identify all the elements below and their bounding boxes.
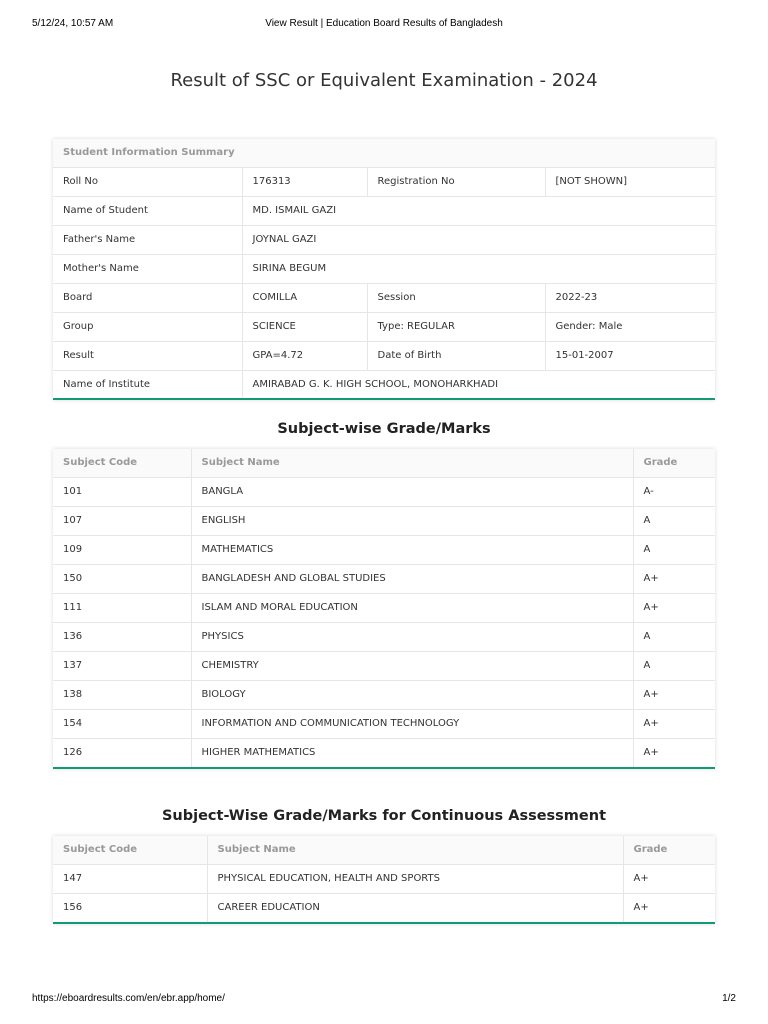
roll-value: 176313 (242, 167, 367, 196)
print-header (32, 18, 736, 32)
subject-name: MATHEMATICS (191, 535, 633, 564)
subject-code: 109 (53, 535, 191, 564)
table-row (53, 651, 715, 680)
subject-name: BANGLA (191, 477, 633, 506)
summary-row-father (53, 225, 715, 254)
group-label: Group (53, 312, 242, 341)
subject-grade: A+ (633, 902, 649, 914)
subject-grade: A+ (633, 680, 715, 709)
subject-name: PHYSICS (191, 622, 633, 651)
roll-label: Roll No (53, 167, 242, 196)
name-value: MD. ISMAIL GAZI (242, 196, 715, 225)
board-label: Board (53, 283, 242, 312)
table-row (53, 680, 715, 709)
summary-row-institute (53, 370, 715, 398)
continuous-card (53, 836, 715, 924)
subject-grade: A+ (633, 593, 715, 622)
student-info-card (53, 139, 715, 400)
subject-code: 150 (53, 564, 191, 593)
table-row (53, 506, 715, 535)
summary-row-result (53, 341, 715, 370)
subjects-col-name: Subject Name (191, 449, 633, 477)
student-info-table (53, 139, 715, 398)
subject-grade: A (633, 506, 715, 535)
group-value: SCIENCE (242, 312, 367, 341)
subject-code: 126 (53, 738, 191, 767)
subject-name: BIOLOGY (191, 680, 633, 709)
subject-name: ENGLISH (191, 506, 633, 535)
subject-code: 136 (53, 622, 191, 651)
table-row (53, 535, 715, 564)
subject-code: 154 (53, 709, 191, 738)
page-number: 1/2 (722, 993, 736, 1004)
continuous-col-name: Subject Name (207, 836, 623, 864)
registration-value: [NOT SHOWN] (545, 167, 715, 196)
table-row (53, 893, 715, 922)
print-url: https://eboardresults.com/en/ebr.app/home/ (32, 993, 225, 1004)
subject-code: 111 (53, 593, 191, 622)
session-value: 2022-23 (545, 283, 715, 312)
subjects-header-row (53, 449, 715, 477)
board-value: COMILLA (242, 283, 367, 312)
subjects-section-title: Subject-wise Grade/Marks (277, 421, 491, 437)
summary-row-group (53, 312, 715, 341)
subject-grade: A (633, 622, 715, 651)
session-label: Session (367, 283, 545, 312)
subject-grade: A (633, 651, 715, 680)
dob-value: 15-01-2007 (545, 341, 715, 370)
result-label: Result (53, 341, 242, 370)
subjects-col-code: Subject Code (53, 449, 191, 477)
summary-row-name (53, 196, 715, 225)
subject-name: INFORMATION AND COMMUNICATION TECHNOLOGY (191, 709, 633, 738)
subject-name: CAREER EDUCATION (207, 893, 623, 922)
continuous-col-grade: Grade (623, 836, 715, 864)
continuous-header-row (53, 836, 715, 864)
print-footer (32, 993, 736, 1007)
table-row (53, 709, 715, 738)
gender-value: Gender: Male (545, 312, 715, 341)
subject-name: HIGHER MATHEMATICS (191, 738, 633, 767)
table-row (53, 564, 715, 593)
name-label: Name of Student (53, 196, 242, 225)
page-title: Result of SSC or Equivalent Examination - 2024 (170, 70, 598, 91)
print-datetime: 5/12/24, 10:57 AM (32, 18, 114, 29)
subject-name: BANGLADESH AND GLOBAL STUDIES (191, 564, 633, 593)
subjects-col-grade: Grade (633, 449, 715, 477)
summary-row-board (53, 283, 715, 312)
father-label: Father's Name (53, 225, 242, 254)
subjects-table (53, 449, 715, 767)
mother-value: SIRINA BEGUM (242, 254, 715, 283)
subject-grade: A+ (633, 564, 715, 593)
table-row (53, 593, 715, 622)
subject-grade: A (633, 535, 715, 564)
subject-name: ISLAM AND MORAL EDUCATION (191, 593, 633, 622)
summary-row-mother (53, 254, 715, 283)
subject-grade: A+ (633, 709, 715, 738)
subject-name: PHYSICAL EDUCATION, HEALTH AND SPORTS (207, 864, 623, 893)
type-value: Type: REGULAR (367, 312, 545, 341)
subject-code: 147 (53, 864, 207, 893)
subjects-card (53, 449, 715, 769)
table-row (53, 738, 715, 767)
subject-code: 137 (53, 651, 191, 680)
table-row (53, 622, 715, 651)
registration-label: Registration No (367, 167, 545, 196)
subject-name: CHEMISTRY (191, 651, 633, 680)
subject-code: 138 (53, 680, 191, 709)
subject-grade: A+ (623, 864, 715, 893)
subject-grade: A+ (643, 747, 659, 759)
result-value: GPA=4.72 (242, 341, 367, 370)
table-row (53, 477, 715, 506)
mother-label: Mother's Name (53, 254, 242, 283)
subject-code: 156 (53, 893, 207, 922)
summary-row-roll (53, 167, 715, 196)
institute-label: Name of Institute (53, 370, 242, 398)
subject-code: 101 (53, 477, 191, 506)
continuous-col-code: Subject Code (53, 836, 207, 864)
summary-header-row (53, 139, 715, 167)
continuous-table (53, 836, 715, 922)
continuous-section-title: Subject-Wise Grade/Marks for Continuous Assessment (161, 808, 607, 824)
subject-grade: A- (633, 477, 715, 506)
summary-heading: Student Information Summary (53, 139, 715, 167)
institute-value: AMIRABAD G. K. HIGH SCHOOL, MONOHARKHADI (252, 378, 499, 390)
father-value: JOYNAL GAZI (242, 225, 715, 254)
subject-code: 107 (53, 506, 191, 535)
dob-label: Date of Birth (367, 341, 545, 370)
print-document-title: View Result | Education Board Results of Bangladesh (265, 18, 503, 29)
table-row (53, 864, 715, 893)
